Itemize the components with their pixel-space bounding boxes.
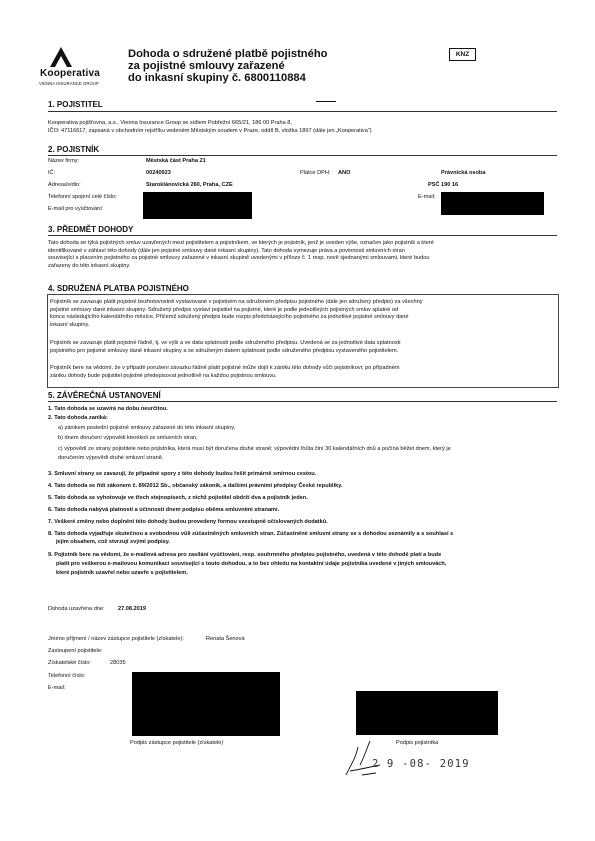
section-3-line: související s placením pojistného za pojistné smlouvy zařazené v inkasní skupině uvedenými v příloze č. 1 resp. nově sjednanými smlouvami, které budou	[48, 255, 430, 262]
section-1-rule	[48, 111, 557, 112]
value-legal-form: Právnická osoba	[441, 170, 486, 176]
value-address: Staroklánovická 260, Praha, CZE	[146, 182, 233, 188]
received-date-stamp: 2 9 -08- 2019	[372, 758, 470, 770]
clause-7: 7. Veškeré změny nebo doplnění této dohody budou provedeny formou vzestupně očíslovaných dodatků.	[48, 519, 328, 525]
document-title	[128, 48, 428, 85]
label-address: Adresa/sídlo:	[48, 182, 81, 188]
divider-dash	[316, 101, 336, 102]
value-company-name: Městská část Praha 21	[146, 158, 206, 164]
label-agreement-date: Dohoda uzavřena dne:	[48, 606, 105, 612]
label-agent-number: Získatelské číslo:	[48, 660, 91, 666]
section-4-para-1	[50, 299, 555, 329]
redacted-policyholder-signature	[356, 691, 498, 735]
section-4-line: Pojistník se zavazuje platit pojistné bezhotovostně vystavované v pojistném na sdruženém předpisu pojistného (dále jen sdružený předpis) za všechny	[50, 299, 423, 305]
section-2-rule	[48, 155, 557, 156]
label-phone: Telefonní spojení celé číslo:	[48, 194, 117, 200]
clause-5: 5. Tato dohoda se vyhotovuje ve třech stejnopisech, z nichž pojistitel obdrží dva a pojistník jeden.	[48, 495, 308, 501]
label-branch: Zastoupení pojistitele:	[48, 648, 103, 654]
section-1-heading: 1. POJISTITEL	[48, 100, 103, 109]
clause-9-line-3: které pojistník uzavřel nebo uzavře s pojistitelem.	[56, 570, 188, 576]
label-phone-number: Telefonní číslo:	[48, 673, 86, 679]
redacted-phone-email	[143, 192, 252, 219]
section-3-line: identifikované v záhlaví této dohody (dále jen pojistné smlouvy dané inkasní skupiny). Tato dohoda vymezuje práva a povinnosti smluvních stran	[48, 247, 405, 254]
label-representative: Jméno příjmení / název zástupce pojistitele (získatele):	[48, 636, 184, 642]
section-3-line: zařazeny do této inkasní skupiny.	[48, 262, 131, 269]
clause-9-line-2: platit pro veškerou e-mailovou komunikaci související s touto dohodou, a to bez ohledu na kontaktní údaje pojistníka uvedené v jiných smlouvách,	[56, 561, 447, 567]
section-4-line: zániku dohody bude pojistitel pojistné předepisovat jednotlivě na každou pojistnou smlouvu.	[50, 372, 277, 379]
clause-6: 6. Tato dohoda nabývá platnosti a účinnosti dnem podpisu oběma smluvními stranami.	[48, 507, 280, 513]
clause-8-line-2: jejím obsahem, což stvrzují svými podpisy.	[56, 539, 170, 545]
label-email-billing: E-mail pro vyúčtování:	[48, 206, 104, 212]
clause-1: 1. Tato dohoda se uzavírá na dobu neurčitou.	[48, 406, 168, 412]
clause-2c-line-1: c) výpovědí ze strany pojistitele nebo pojistníka, která musí být doručena druhé straně; výpovědní lhůta činí 30 kalendářních dnů a počíná běžet dnem, který je	[58, 446, 451, 452]
title-line-2: za pojistné smlouvy zařazené	[128, 60, 285, 73]
section-3-line: Tato dohoda se týká pojistných smluv uzavřených mezi pojistitelem a pojistníkem, ve kterých je pojistník, jenž je uveden výše, označen jako pojistník a které	[48, 240, 434, 246]
section-4-para-3	[50, 365, 555, 380]
section-3-heading: 3. PŘEDMĚT DOHODY	[48, 225, 134, 234]
clause-3: 3. Smluvní strany se zavazují, že případné spory z této dohody budou řešit primárně smírnou cestou.	[48, 471, 317, 477]
value-vat-payer: ANO	[338, 170, 351, 176]
logo-subtitle: VIENNA INSURANCE GROUP	[39, 81, 99, 86]
label-ic: IČ:	[48, 170, 56, 176]
title-line-3: do inkasní skupiny č. 6800110884	[128, 72, 306, 85]
section-4-line: Pojistník bere na vědomí, že v případě porušení závazku řádně platit pojistné může dojít k zániku této dohody vůči pojistníkovi; po případném	[50, 365, 400, 371]
section-4-line: pojistné smlouvy dané inkasní skupiny. Sdružený předpis vystaví pojistitel na pojistné, které je podle jednotlivých pojistných smluv splatné od	[50, 306, 399, 313]
title-line-1: Dohoda o sdružené platbě pojistného	[128, 48, 328, 60]
redacted-email	[441, 192, 544, 215]
section-4-para-2	[50, 340, 555, 355]
clause-2c-line-2: doručením výpovědi druhé smluvní straně.	[58, 455, 164, 461]
label-psc: PSČ	[428, 182, 440, 188]
clause-9-line-1: 9. Pojistník bere na vědomí, že e-mailová adresa pro zasílání vyúčtování, resp. souhrnného předpisu pojistného, uvedená v této dohodě platí a bude	[48, 552, 442, 558]
label-vat-payer: Plátce DPH:	[300, 170, 331, 176]
kooperativa-logo-icon	[48, 46, 74, 68]
section-5-rule	[48, 401, 557, 402]
value-agreement-date: 27.08.2019	[118, 606, 146, 612]
label-email-right: E-mail:	[418, 194, 436, 200]
section-4-line: Pojistník se zavazuje platit pojistné řádně, tj. ve výši a ve data splatnosti podle sdruženého předpisu. Uvedená se za jednotlivé data splatnosti	[50, 340, 401, 346]
section-5-heading: 5. ZÁVĚREČNÁ USTANOVENÍ	[48, 391, 161, 400]
clause-2a: a) zánikem poslední pojistné smlouvy zařazené do této inkasní skupiny,	[58, 425, 236, 431]
section-4-line: inkasní skupiny.	[50, 321, 90, 328]
clause-8-line-1: 8. Tato dohoda vyjadřuje skutečnou a svobodnou vůli zúčastněných smluvních stran. Zúčastněné smluvní strany se s dohodou seznámily a s souhlasí s	[48, 531, 454, 537]
section-2-heading: 2. POJISTNÍK	[48, 145, 100, 154]
value-ic: 00240923	[146, 170, 171, 176]
clause-2: 2. Tato dohoda zaniká:	[48, 415, 108, 421]
value-psc: 190 16	[441, 182, 459, 188]
label-policyholder-signature: Podpis pojistníka	[396, 740, 439, 746]
form-code-badge: KNZ	[449, 48, 476, 61]
label-footer-email: E-mail:	[48, 685, 66, 691]
section-4-heading: 4. SDRUŽENÁ PLATBA POJISTNÉHO	[48, 284, 189, 293]
clause-4: 4. Tato dohoda se řídí zákonem č. 89/2012 Sb., občanský zákoník, a dalšími právními předpisy České republiky.	[48, 483, 343, 489]
section-3-rule	[48, 235, 557, 236]
value-agent-number: 28035	[110, 660, 126, 666]
redacted-representative-signature	[132, 672, 280, 736]
label-representative-signature: Podpis zástupce pojistitele (získatele)	[130, 740, 224, 746]
label-company-name: Název firmy:	[48, 158, 80, 164]
section-1-line-1: Kooperativa pojišťovna, a.s., Vienna Insurance Group se sídlem Pobřežní 665/21, 186 00 Praha 8,	[48, 120, 292, 126]
section-4-line: konce následujícího kalendářního měsíce. Přičemž sdružený předpis bude rozpis předcházejícího pojistného za jednotlivé pojistné smlouvy dané	[50, 314, 409, 321]
logo-name: Kooperativa	[40, 68, 100, 79]
section-4-line: pojistného pro pojistné smlouvy dané inkasní skupiny a se sdruženým datem splatnosti podle sdruženého předpisu vystaveného pojistitelem.	[50, 347, 399, 354]
section-1-line-2: IČO: 47116617, zapsaná v obchodním rejstříku vedeném Městským soudem v Praze, oddíl B, vložka 1897 (dále jen „Kooperativa“)	[48, 128, 372, 134]
section-3-text	[48, 240, 557, 270]
value-representative: Renata Šenová	[206, 636, 245, 642]
clause-2b: b) dnem doručení výpovědi kterékoli ze smluvních stran,	[58, 435, 198, 441]
